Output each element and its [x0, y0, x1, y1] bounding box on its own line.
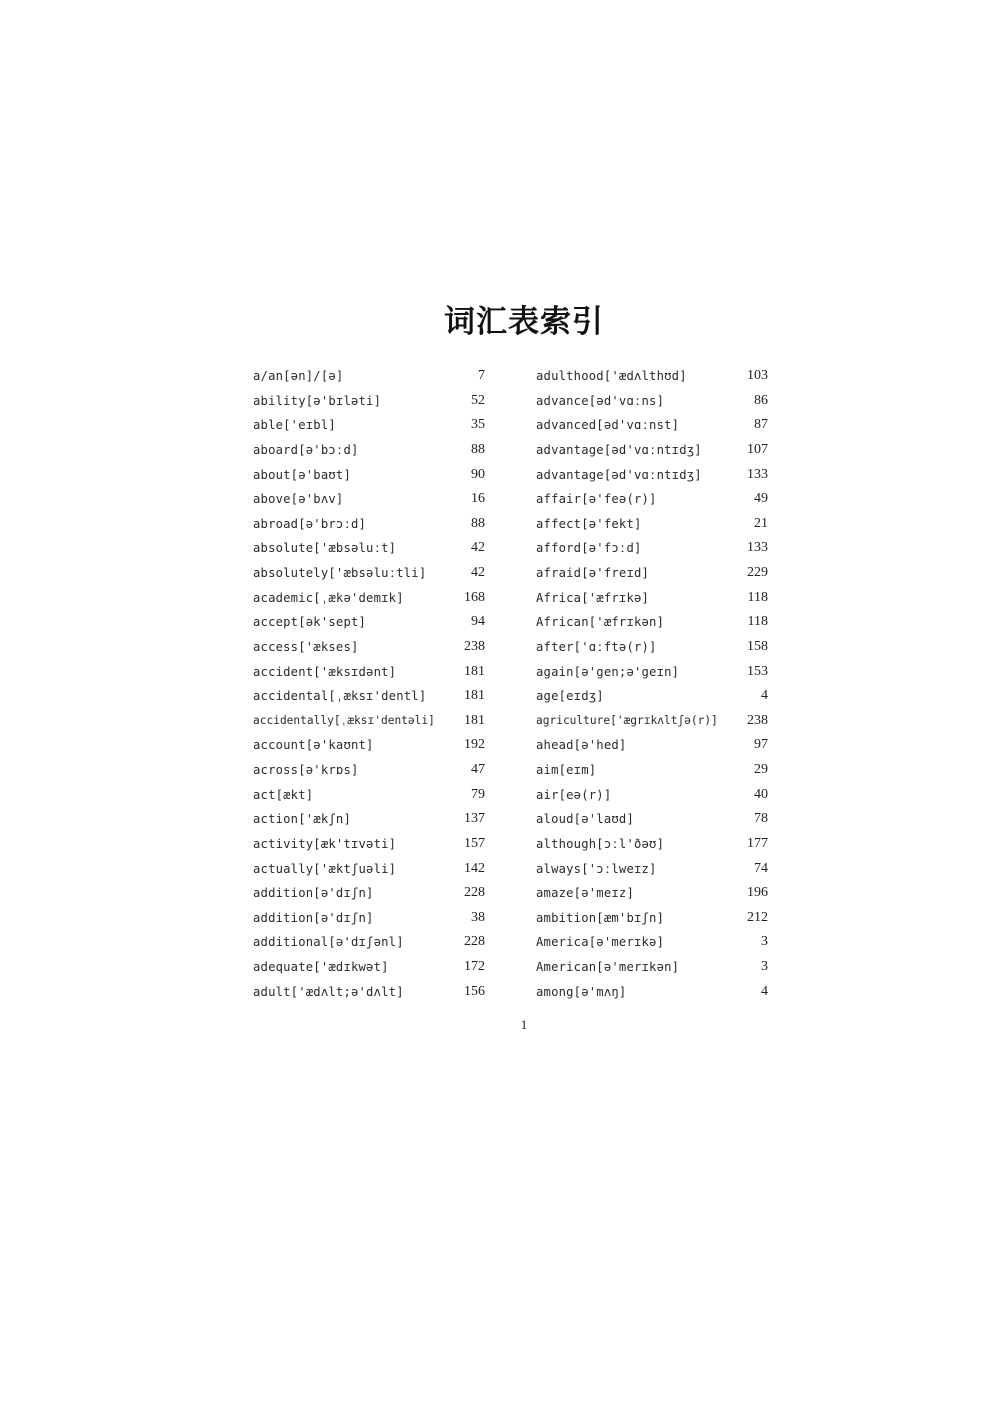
index-entry — [536, 586, 768, 611]
entry-word: absolute['æbsəluːt] — [253, 541, 397, 556]
index-entry — [536, 980, 768, 1005]
entry-page-number: 118 — [747, 614, 768, 630]
index-entry — [253, 487, 485, 512]
index-entry — [253, 930, 485, 955]
entry-page-number: 153 — [747, 663, 768, 679]
index-entry — [253, 561, 485, 586]
index-entry — [536, 783, 768, 808]
index-entry — [536, 660, 768, 685]
index-entry — [536, 955, 768, 980]
entry-word: adulthood['ædʌlthʊd] — [536, 369, 687, 383]
entry-page-number: 228 — [464, 934, 485, 950]
index-entry — [253, 955, 485, 980]
entry-word: advantage[əd'vɑːntɪdʒ] — [536, 467, 702, 482]
entry-page-number: 42 — [471, 540, 485, 556]
entry-page-number: 94 — [471, 614, 485, 630]
entry-page-number: 196 — [747, 885, 768, 901]
entry-page-number: 88 — [471, 515, 485, 531]
index-entry — [536, 364, 768, 389]
index-entry — [253, 783, 485, 808]
entry-page-number: 228 — [464, 885, 485, 901]
entry-page-number: 90 — [471, 466, 485, 482]
entry-word: amaze[ə'meɪz] — [536, 886, 634, 901]
entry-word: absolutely['æbsəluːtli] — [253, 566, 427, 580]
entry-word: America[ə'merɪkə] — [536, 935, 665, 950]
index-entry — [536, 758, 768, 783]
index-entry — [536, 807, 768, 832]
index-column-right — [536, 364, 768, 1004]
entry-page-number: 177 — [747, 835, 768, 851]
entry-word: able['eɪbl] — [253, 418, 336, 433]
entry-page-number: 79 — [471, 786, 485, 802]
entry-page-number: 47 — [471, 762, 485, 777]
index-entry — [536, 857, 768, 882]
index-column-left — [253, 364, 485, 1004]
index-entry — [253, 586, 485, 611]
entry-word: adult['ædʌlt;ə'dʌlt] — [253, 984, 404, 999]
index-entry — [253, 610, 485, 635]
entry-page-number: 97 — [754, 737, 768, 753]
index-entry — [253, 906, 485, 931]
entry-word: advanced[əd'vɑːnst] — [536, 418, 680, 433]
entry-page-number: 181 — [464, 712, 485, 728]
index-entry — [536, 684, 768, 709]
entry-word: American[ə'merɪkən] — [536, 960, 680, 974]
entry-word: abroad[ə'brɔːd] — [253, 516, 367, 531]
entry-page-number: 238 — [464, 638, 485, 654]
entry-page-number: 229 — [747, 565, 768, 580]
entry-page-number: 16 — [471, 491, 485, 507]
entry-word: actually['æktʃuəli] — [253, 861, 397, 876]
entry-word: accidental[ˌæksɪ'dentl] — [253, 689, 427, 704]
entry-page-number: 133 — [747, 540, 768, 556]
index-entry — [253, 733, 485, 758]
entry-page-number: 107 — [747, 441, 768, 457]
entry-word: although[ɔːl'ðəʊ] — [536, 836, 665, 851]
index-entry — [253, 684, 485, 709]
entry-word: aim[eɪm] — [536, 763, 597, 777]
index-entry — [536, 709, 768, 734]
entry-word: adequate['ædɪkwət] — [253, 960, 389, 974]
entry-word: accidentally[ˌæksɪ'dentəli] — [253, 713, 435, 727]
entry-page-number: 35 — [471, 417, 485, 433]
entry-word: afford[ə'fɔːd] — [536, 541, 642, 556]
entry-page-number: 103 — [747, 368, 768, 383]
entry-word: action['ækʃn] — [253, 812, 351, 827]
index-entry — [253, 758, 485, 783]
index-entry — [253, 881, 485, 906]
entry-page-number: 156 — [464, 983, 485, 999]
entry-page-number: 21 — [754, 515, 768, 531]
index-entry — [253, 635, 485, 660]
index-entry — [536, 635, 768, 660]
entry-page-number: 49 — [754, 491, 768, 507]
entry-word: agriculture['ægrɪkʌltʃə(r)] — [536, 713, 718, 727]
entry-page-number: 192 — [464, 737, 485, 753]
index-entry — [536, 610, 768, 635]
page-number: 1 — [520, 1017, 528, 1032]
index-entry — [536, 413, 768, 438]
index-entry — [536, 733, 768, 758]
index-entry — [253, 536, 485, 561]
entry-word: access['ækses] — [253, 639, 359, 654]
index-entry — [253, 512, 485, 537]
entry-word: advance[əd'vɑːns] — [536, 393, 665, 408]
entry-page-number: 181 — [464, 663, 485, 679]
entry-page-number: 88 — [471, 441, 485, 457]
entry-word: across[ə'krɒs] — [253, 763, 359, 777]
index-entry — [253, 389, 485, 414]
entry-word: ahead[ə'hed] — [536, 738, 627, 753]
entry-page-number: 86 — [754, 392, 768, 408]
index-entry — [253, 857, 485, 882]
index-entry — [536, 561, 768, 586]
index-entry — [536, 438, 768, 463]
index-entry — [253, 807, 485, 832]
entry-word: Africa['æfrɪkə] — [536, 590, 650, 605]
entry-word: air[eə(r)] — [536, 787, 612, 802]
entry-word: activity[æk'tɪvəti] — [253, 836, 397, 851]
entry-page-number: 168 — [464, 589, 485, 605]
entry-page-number: 181 — [464, 688, 485, 704]
entry-word: after['ɑːftə(r)] — [536, 639, 657, 654]
index-entry — [253, 438, 485, 463]
entry-page-number: 29 — [754, 762, 768, 777]
index-entry — [536, 536, 768, 561]
entry-word: addition[ə'dɪʃn] — [253, 886, 374, 901]
index-entry — [536, 881, 768, 906]
entry-word: always['ɔːlweɪz] — [536, 861, 657, 876]
entry-page-number: 38 — [471, 909, 485, 925]
entry-word: act[ækt] — [253, 787, 314, 802]
entry-page-number: 74 — [754, 860, 768, 876]
index-entry — [536, 487, 768, 512]
page-title: 词汇表索引 — [444, 304, 604, 340]
entry-page-number: 158 — [747, 638, 768, 654]
entry-page-number: 118 — [747, 589, 768, 605]
entry-word: ambition[æm'bɪʃn] — [536, 910, 665, 925]
entry-page-number: 7 — [478, 368, 485, 383]
entry-word: affair[ə'feə(r)] — [536, 492, 657, 507]
entry-word: addition[ə'dɪʃn] — [253, 910, 374, 925]
entry-page-number: 137 — [464, 811, 485, 827]
entry-page-number: 42 — [471, 565, 485, 580]
entry-word: again[ə'gen;ə'geɪn] — [536, 664, 680, 679]
entry-word: ability[ə'bɪləti] — [253, 393, 382, 408]
entry-word: aloud[ə'laʊd] — [536, 812, 634, 827]
entry-word: about[ə'baʊt] — [253, 467, 351, 482]
entry-page-number: 3 — [761, 934, 768, 950]
entry-word: age[eɪdʒ] — [536, 689, 604, 704]
index-entry — [253, 660, 485, 685]
index-entry — [536, 930, 768, 955]
entry-page-number: 172 — [464, 959, 485, 974]
entry-word: afraid[ə'freɪd] — [536, 566, 650, 580]
entry-page-number: 4 — [761, 983, 768, 999]
entry-page-number: 4 — [761, 688, 768, 704]
entry-word: African['æfrɪkən] — [536, 615, 665, 630]
entry-page-number: 238 — [747, 712, 768, 728]
entry-word: account[ə'kaʊnt] — [253, 738, 374, 753]
entry-word: accept[ək'sept] — [253, 615, 367, 630]
index-entry — [253, 709, 485, 734]
entry-word: additional[ə'dɪʃənl] — [253, 935, 404, 950]
index-entry — [253, 364, 485, 389]
index-entry — [253, 832, 485, 857]
entry-page-number: 40 — [754, 786, 768, 802]
entry-word: affect[ə'fekt] — [536, 516, 642, 531]
entry-page-number: 157 — [464, 835, 485, 851]
entry-word: advantage[əd'vɑːntɪdʒ] — [536, 442, 702, 457]
entry-page-number: 87 — [754, 417, 768, 433]
entry-word: above[ə'bʌv] — [253, 492, 344, 507]
entry-word: aboard[ə'bɔːd] — [253, 442, 359, 457]
entry-page-number: 133 — [747, 466, 768, 482]
entry-page-number: 3 — [761, 959, 768, 974]
entry-page-number: 142 — [464, 860, 485, 876]
entry-word: among[ə'mʌŋ] — [536, 984, 627, 999]
entry-page-number: 212 — [747, 909, 768, 925]
index-entry — [536, 463, 768, 488]
index-entry — [536, 832, 768, 857]
entry-page-number: 52 — [471, 392, 485, 408]
entry-page-number: 78 — [754, 811, 768, 827]
entry-word: academic[ˌækə'demɪk] — [253, 590, 404, 605]
entry-word: a/an[ən]/[ə] — [253, 369, 344, 383]
index-entry — [253, 413, 485, 438]
index-entry — [253, 463, 485, 488]
entry-word: accident['æksɪdənt] — [253, 664, 397, 679]
index-entry — [536, 906, 768, 931]
index-entry — [253, 980, 485, 1005]
index-entry — [536, 389, 768, 414]
index-entry — [536, 512, 768, 537]
